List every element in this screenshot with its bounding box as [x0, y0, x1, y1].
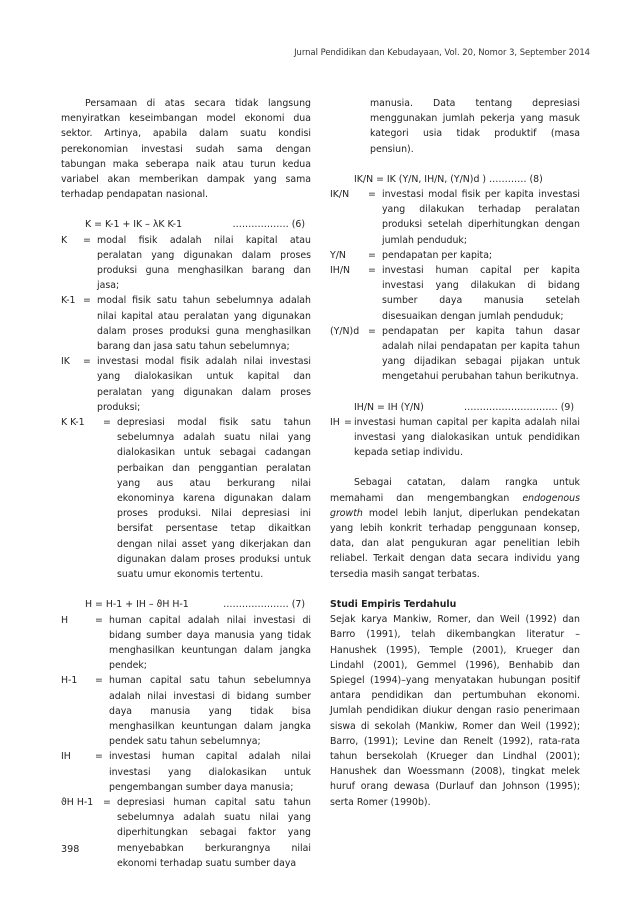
definition-k: K = modal fisik adalah nilai kapital atau peralatan yang digunakan dalam proses produksi guna menghasilkan barang dan jasa; [61, 234, 311, 292]
equation-7 [61, 597, 311, 612]
definition-ih-per-kapita: IH = investasi human capital per kapita adalah nilai investasi yang dialokasikan untuk pendidikan kepada setiap individu. [330, 416, 580, 459]
definition-depresiasi-k: K K-1 = depresiasi modal fisik satu tahun sebelumnya adalah suatu nilai yang dialokasikan untuk sebagai cadangan perbaikan dan penggantian peralatan yang aus atau berkurang nilai ekonominya karena digunakan dalam proses produksi. Nilai depresiasi ini bersifat persentase tetap dikaitkan dengan nilai asset yang dikerjakan dan digunakan dalam proses produksi untuk suatu umur ekonomis tertentu. [61, 417, 311, 581]
equation-8: IK/N = IK (Y/N, IH/N, (Y/N)d ) ………… (8) [354, 173, 543, 185]
definition-ih-n: IH/N = investasi human capital per kapita investasi yang dilakukan di bidang sumber daya manusia setelah disesuaikan dengan jumlah penduduk; [330, 265, 580, 322]
equation-6-number: ……………… (6) [232, 219, 305, 231]
section-body: Sejak karya Mankiw, Romer, dan Weil (1992) dan Barro (1991), telah dikembangkan literatur – Hanushek (1995), Temple (2001), Krueger dan Lindahl (2001), Gemmel (1996), Benhabib dan Spiegel (1994)–yang menyatakan hubungan positif antara pendidikan dan pertumbuhan ekonomi. Jumlah pendidikan diukur dengan rasio penerimaan siswa di sekolah (Mankiw, Romer dan Weil (1992); Barro, (1991); Levine dan Renelt (1992), rata-rata tahun bersekolah (Krueger dan Lindhal (2001); Hanushek dan Woessmann (2008), tingkat melek huruf orang dewasa (Durlauf dan Johnson (1995); serta Romer (1990b). [330, 614, 580, 808]
definition-ik: IK = investasi modal fisik adalah nilai investasi yang dialokasikan untuk kapital dan peralatan yang digunakan dalam proses produksi; [61, 356, 311, 413]
left-column [61, 96, 311, 871]
equation-9 [330, 400, 580, 415]
intro-paragraph: Persamaan di atas secara tidak langsung menyiratkan keseimbangan model ekonomi dua sektor. Artinya, apabila dalam suatu kondisi perekonomian investasi sudah sama dengan tabungan maka seberapa naik atau turun kedua variabel akan memberikan dampak yang sama terhadap pendapatan nasional. [61, 98, 311, 201]
equation-6-formula: K = K-1 + IK – λK K-1 [85, 219, 183, 231]
emphasis-term: endogenous growth [330, 492, 580, 519]
definition-depresiasi-h: ϑH H-1 = depresiasi human capital satu tahun sebelumnya adalah suatu nilai yang diperhitungkan sebagai faktor yang menyebabkan berkurangnya nilai ekonomi terhadap suatu sumber daya [61, 796, 311, 869]
definition-y-n: Y/N = pendapatan per kapita; [330, 249, 493, 261]
right-column [330, 96, 580, 810]
section-title: Studi Empiris Terdahulu [330, 598, 457, 610]
definition-k-1: K-1 = modal fisik satu tahun sebelumnya adalah nilai kapital atau peralatan yang digunakan dalam proses produksi guna menghasilkan barang dan jasa satu tahun sebelumnya; [61, 295, 311, 353]
definition-h: H = human capital adalah nilai investasi di bidang sumber daya manusia yang tidak menghasilkan keuntungan dalam jangka pendek; [61, 614, 311, 672]
definition-ih: IH = investasi human capital adalah nilai investasi yang dialokasikan untuk pengembangan sumber daya manusia; [61, 751, 311, 793]
equation-9-formula: IH/N = IH (Y/N) [354, 401, 424, 413]
equation-7-formula: H = H-1 + IH – ϑH H-1 [85, 599, 189, 611]
definition-y-n-d: (Y/N)d = pendapatan per kapita tahun dasar adalah nilai pendapatan per kapita tahun yang dijadikan sebagai pijakan untuk mengetahui perubahan tahun berikutnya. [330, 325, 580, 383]
continuation-paragraph: manusia. Data tentang depresiasi menggunakan jumlah pekerja yang masuk kategori usia tidak produktif (masa pensiun). [370, 98, 580, 155]
definition-ik-n: IK/N = investasi modal fisik per kapita investasi yang dilakukan terhadap peralatan produksi setelah diperhitungkan dengan jumlah penduduk; [330, 189, 580, 246]
journal-header: Jurnal Pendidikan dan Kebudayaan, Vol. 20, Nomor 3, September 2014 [294, 47, 590, 57]
equation-9-number: ………………………… (9) [463, 401, 574, 413]
equation-6 [61, 217, 311, 232]
note-paragraph: Sebagai catatan, dalam rangka untuk memahami dan mengembangkan endogenous growth model lebih lanjut, diperlukan pendekatan yang lebih konkrit terhadap penggunaan konsep, data, dan alat pengukuran agar penelitian lebih reliabel. Terkait dengan data secara individu yang tersedia masih sangat terbatas. [330, 477, 580, 580]
equation-7-number: ………………… (7) [223, 599, 305, 611]
definition-h-1: H-1 = human capital satu tahun sebelumnya adalah nilai investasi di bidang sumber daya manusia yang tidak bisa menghasilkan keuntungan dalam jangka pendek satu tahun sebelumnya; [61, 675, 311, 748]
page-number: 398 [61, 844, 80, 855]
